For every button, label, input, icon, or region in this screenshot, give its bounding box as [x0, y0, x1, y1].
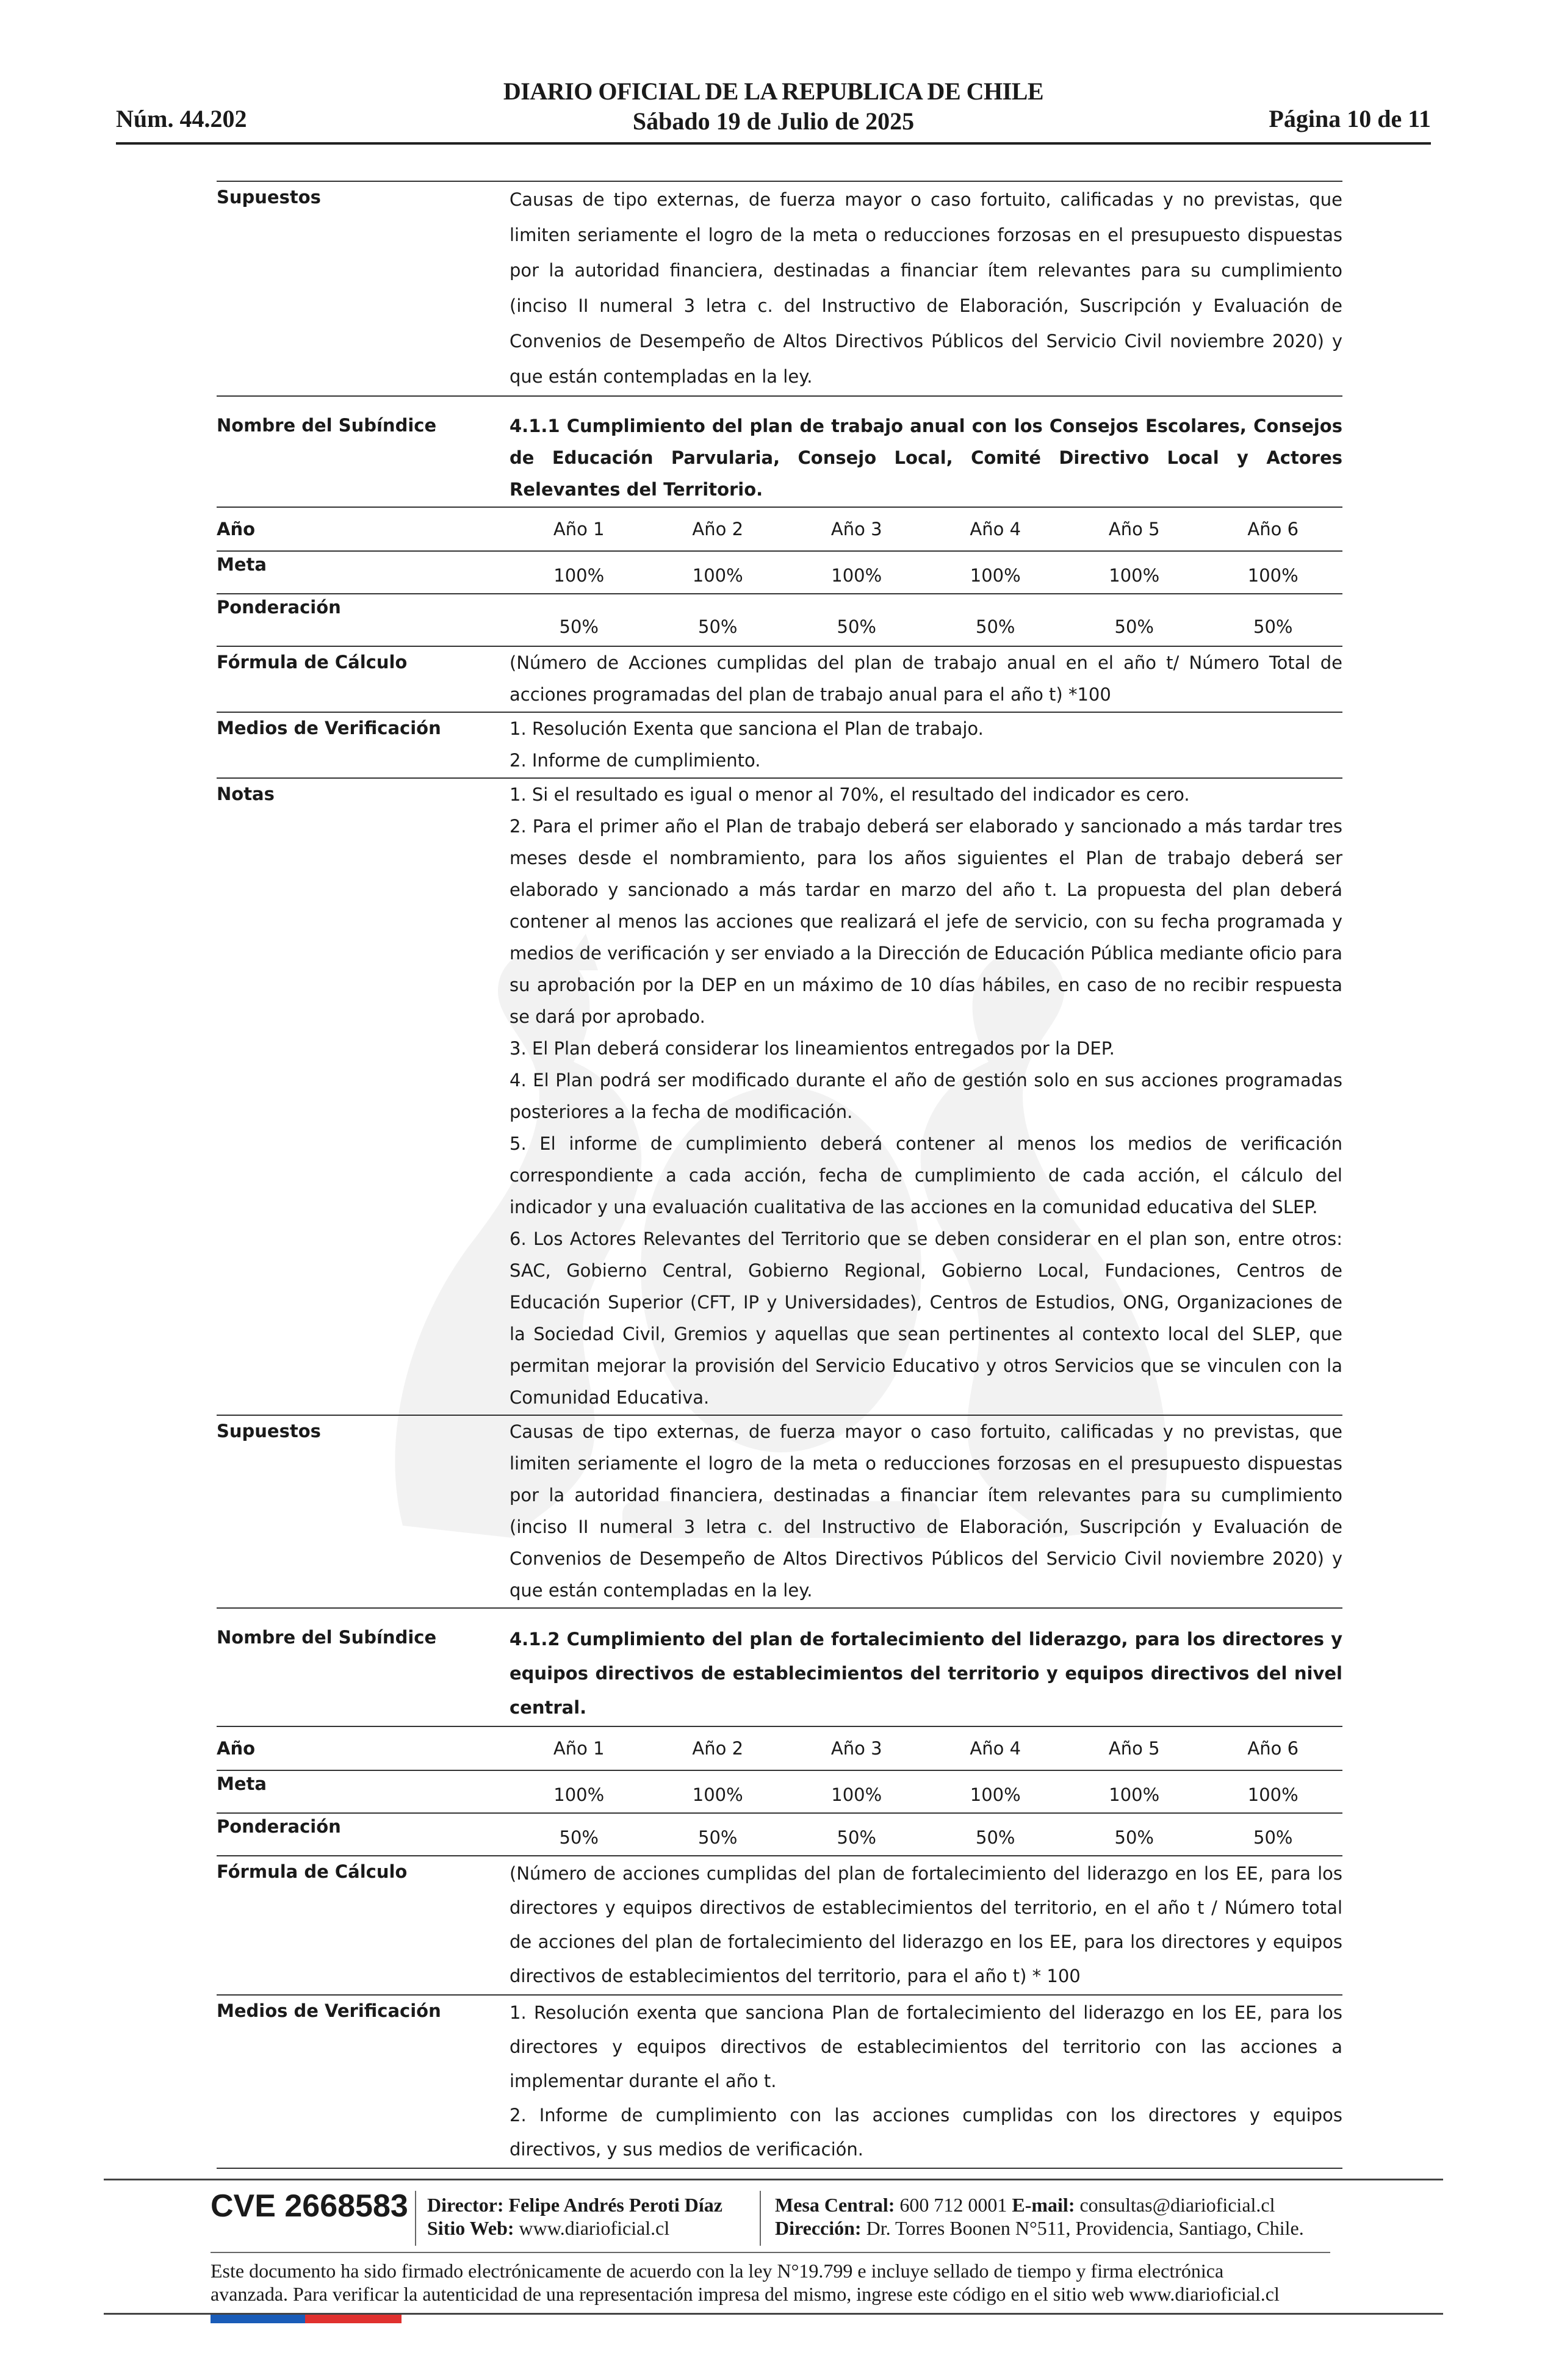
formula-text: (Número de Acciones cumplidas del plan de trabajo anual en el año t/ Número Total de acciones programadas del plan de trabajo anual para el año t) *100 — [510, 652, 1342, 705]
director-label: Director: — [427, 2194, 504, 2216]
meta-cell: 100% — [692, 565, 743, 586]
ponderacion-cell: 50% — [1253, 616, 1293, 637]
flag-stripe-blue — [211, 2315, 305, 2323]
row-ponderacion — [217, 594, 1342, 647]
ponderacion-cell: 50% — [976, 1827, 1015, 1848]
row-supuestos — [217, 181, 1342, 397]
field-label: Nombre del Subíndice — [217, 1627, 437, 1648]
meta-values — [510, 1771, 1342, 1812]
field-label: Fórmula de Cálculo — [217, 652, 408, 673]
row-meta — [217, 1771, 1342, 1814]
supuestos-text: Causas de tipo externas, de fuerza mayor o caso fortuito, calificadas y no previstas, que limiten seriamente el logro de la meta o reducciones forzosas en el presupuesto dispuestas por la autoridad financiera, destinadas a financiar ítem relevantes para su cumplimiento (inciso II numeral 3 letra c. del Instructivo de Elaboración, Suscripción y Evaluación de Convenios de Desempeño de Altos Directivos Públicos del Servicio Civil noviembre 2020) y que están contempladas en la ley. — [510, 1421, 1342, 1601]
footer-separator — [415, 2191, 416, 2246]
footer-divider — [104, 2179, 1443, 2180]
subindex-name: 4.1.2 Cumplimiento del plan de fortalecimiento del liderazgo, para los directores y equipos directivos de establecimientos del territorio y equipos directivos del nivel central. — [510, 1629, 1342, 1718]
year-headers — [510, 1727, 1342, 1770]
field-label: Nombre del Subíndice — [217, 415, 437, 436]
mesa-phone: 600 712 0001 — [899, 2194, 1007, 2216]
ponderacion-values — [510, 1814, 1342, 1855]
row-formula — [217, 1856, 1342, 1996]
address-label: Dirección: — [775, 2217, 862, 2239]
meta-cell: 100% — [692, 1784, 743, 1805]
field-label: Fórmula de Cálculo — [217, 1861, 408, 1882]
field-label: Año — [217, 519, 256, 539]
medios-list — [510, 713, 1342, 777]
year-cell: Año 4 — [970, 1738, 1021, 1759]
meta-cell: 100% — [1109, 565, 1160, 586]
indicator-table — [217, 181, 1342, 2169]
year-cell: Año 2 — [692, 1738, 744, 1759]
row-medios — [217, 713, 1342, 779]
year-cell: Año 1 — [553, 1738, 605, 1759]
meta-cell: 100% — [553, 565, 605, 586]
row-formula — [217, 647, 1342, 713]
legal-line: Este documento ha sido firmado electrónicamente de acuerdo con la ley N°19.799 e incluye sellado de tiempo y firma electrónica — [211, 2260, 1224, 2282]
row-supuestos — [217, 1416, 1342, 1609]
footer-divider — [211, 2252, 1330, 2253]
site-label: Sitio Web: — [427, 2217, 514, 2239]
legal-notice — [211, 2259, 1345, 2306]
masthead — [116, 77, 1431, 135]
legal-line: avanzada. Para verificar la autenticidad de una representación impresa del mismo, ingrese este código en el sitio web www.diarioficial.cl — [211, 2283, 1280, 2305]
field-label: Ponderación — [217, 597, 341, 618]
header-divider — [116, 142, 1431, 145]
ponderacion-cell: 50% — [1253, 1827, 1293, 1848]
list-item: 2. Informe de cumplimiento con las acciones cumplidas con los directores y equipos directivos, y sus medios de verificación. — [510, 2105, 1342, 2160]
field-label: Notas — [217, 784, 275, 804]
meta-cell: 100% — [970, 565, 1021, 586]
list-item: 3. El Plan deberá considerar los lineamientos entregados por la DEP. — [510, 1038, 1115, 1059]
subindex-name: 4.1.1 Cumplimiento del plan de trabajo anual con los Consejos Escolares, Consejos de Educación Parvularia, Consejo Local, Comité Directivo Local y Actores Relevantes del Territorio. — [510, 416, 1342, 500]
year-cell: Año 4 — [970, 519, 1021, 539]
list-item: 1. Resolución Exenta que sanciona el Plan de trabajo. — [510, 718, 984, 739]
ponderacion-values — [510, 594, 1342, 646]
director-name: Felipe Andrés Peroti Díaz — [508, 2194, 722, 2216]
meta-cell: 100% — [1247, 565, 1298, 586]
formula-text: (Número de acciones cumplidas del plan de fortalecimiento del liderazgo en los EE, para los directores y equipos directivos de establecimientos del territorio, en el año t / Número total de acciones del plan de fortalecimiento del liderazgo en los EE, para los directores y equipos directivos de establecimientos del territorio, para el año t) * 100 — [510, 1863, 1342, 1986]
row-medios — [217, 1996, 1342, 2169]
year-headers — [510, 508, 1342, 550]
field-label: Ponderación — [217, 1816, 341, 1837]
meta-cell: 100% — [1109, 1784, 1160, 1805]
ponderacion-cell: 50% — [1114, 1827, 1154, 1848]
row-subindex-name — [217, 410, 1342, 508]
ponderacion-cell: 50% — [698, 616, 738, 637]
year-cell: Año 6 — [1247, 1738, 1299, 1759]
row-ponderacion — [217, 1814, 1342, 1856]
address-text: Dr. Torres Boonen N°511, Providencia, Santiago, Chile. — [866, 2217, 1304, 2239]
meta-cell: 100% — [553, 1784, 605, 1805]
year-cell: Año 5 — [1108, 1738, 1160, 1759]
year-cell: Año 2 — [692, 519, 744, 539]
page-header — [116, 73, 1431, 145]
row-year — [217, 1727, 1342, 1771]
year-cell: Año 1 — [553, 519, 605, 539]
footer-director-block — [427, 2193, 722, 2240]
list-item: 1. Si el resultado es igual o menor al 70%, el resultado del indicador es cero. — [510, 784, 1190, 805]
list-item: 2. Para el primer año el Plan de trabajo deberá ser elaborado y sancionado a más tardar tres meses desde el nombramiento, para los años siguientes el Plan de trabajo deberá ser elaborado y sancionado a más tardar en marzo del año t. La propuesta del plan deberá contener al menos las acciones que realizará el jefe de servicio, con su fecha programada y medios de verificación y ser enviado a la Dirección de Educación Pública mediante oficio para su aprobación por la DEP en un máximo de 10 días hábiles, en caso de no recibir respuesta se dará por aprobado. — [510, 816, 1342, 1027]
ponderacion-cell: 50% — [837, 616, 876, 637]
row-meta — [217, 552, 1342, 594]
row-notas — [217, 779, 1342, 1416]
meta-cell: 100% — [970, 1784, 1021, 1805]
field-label: Supuestos — [217, 187, 321, 207]
email-label: E-mail: — [1012, 2194, 1075, 2216]
year-cell: Año 5 — [1108, 519, 1160, 539]
field-label: Meta — [217, 554, 267, 575]
list-item: 1. Resolución exenta que sanciona Plan de fortalecimiento del liderazgo en los EE, para los directores y equipos directivos de establecimientos del territorio con las acciones a implementar durante el año t. — [510, 2002, 1342, 2091]
field-label: Meta — [217, 1773, 267, 1794]
meta-cell: 100% — [1247, 1784, 1298, 1805]
mesa-label: Mesa Central: — [775, 2194, 895, 2216]
list-item: 6. Los Actores Relevantes del Territorio que se deben considerar en el plan son, entre otros: SAC, Gobierno Central, Gobierno Regional, Gobierno Local, Fundaciones, Centros de Educación Superior (CFT, IP y Universidades), Centros de Estudios, ONG, Organizaciones de la Sociedad Civil, Gremios y aquellas que sean pertinentes al contexto local del SLEP, que permitan mejorar la provisión del Servicio Educativo y otros Servicios que se vinculen con la Comunidad Educativa. — [510, 1228, 1342, 1408]
newspaper-title: DIARIO OFICIAL DE LA REPUBLICA DE CHILE — [503, 78, 1044, 105]
meta-values — [510, 552, 1342, 593]
year-cell: Año 6 — [1247, 519, 1299, 539]
list-item: 5. El informe de cumplimiento deberá contener al menos los medios de verificación correspondiente a cada acción, fecha de cumplimiento de cada acción, el cálculo del indicador y una evaluación cualitativa de las acciones en la comunidad educativa del SLEP. — [510, 1133, 1342, 1217]
issue-number: Núm. 44.202 — [116, 105, 247, 132]
ponderacion-cell: 50% — [1114, 616, 1154, 637]
footer-contact-block — [775, 2193, 1304, 2240]
field-label: Supuestos — [217, 1421, 321, 1441]
ponderacion-cell: 50% — [837, 1827, 876, 1848]
row-year — [217, 508, 1342, 552]
year-cell: Año 3 — [830, 1738, 882, 1759]
ponderacion-cell: 50% — [698, 1827, 738, 1848]
page-number: Página 10 de 11 — [1269, 105, 1431, 132]
supuestos-text: Causas de tipo externas, de fuerza mayor o caso fortuito, calificadas y no previstas, que limiten seriamente el logro de la meta o reducciones forzosas en el presupuesto dispuestas por la autoridad financiera, destinadas a financiar ítem relevantes para su cumplimiento (inciso II numeral 3 letra c. del Instructivo de Elaboración, Suscripción y Evaluación de Convenios de Desempeño de Altos Directivos Públicos del Servicio Civil noviembre 2020) y que están contempladas en la ley. — [510, 189, 1342, 387]
field-label: Medios de Verificación — [217, 2000, 441, 2021]
issue-date: Sábado 19 de Julio de 2025 — [632, 107, 915, 135]
footer-separator — [760, 2191, 761, 2246]
medios-list — [510, 1996, 1342, 2168]
cve-code: CVE 2668583 — [211, 2188, 408, 2224]
field-label: Medios de Verificación — [217, 718, 441, 738]
field-label: Año — [217, 1738, 256, 1759]
ponderacion-cell: 50% — [976, 616, 1015, 637]
site-link[interactable]: www.diarioficial.cl — [519, 2217, 670, 2239]
row-subindex-name — [217, 1622, 1342, 1727]
list-item: 4. El Plan podrá ser modificado durante el año de gestión solo en sus acciones programadas posteriores a la fecha de modificación. — [510, 1070, 1342, 1122]
meta-cell: 100% — [831, 1784, 882, 1805]
year-cell: Año 3 — [830, 519, 882, 539]
flag-stripe-red — [305, 2315, 402, 2323]
ponderacion-cell: 50% — [559, 1827, 599, 1848]
ponderacion-cell: 50% — [559, 616, 599, 637]
meta-cell: 100% — [831, 565, 882, 586]
email-link[interactable]: consultas@diarioficial.cl — [1079, 2194, 1275, 2216]
list-item: 2. Informe de cumplimiento. — [510, 750, 761, 771]
notas-list — [510, 779, 1342, 1415]
